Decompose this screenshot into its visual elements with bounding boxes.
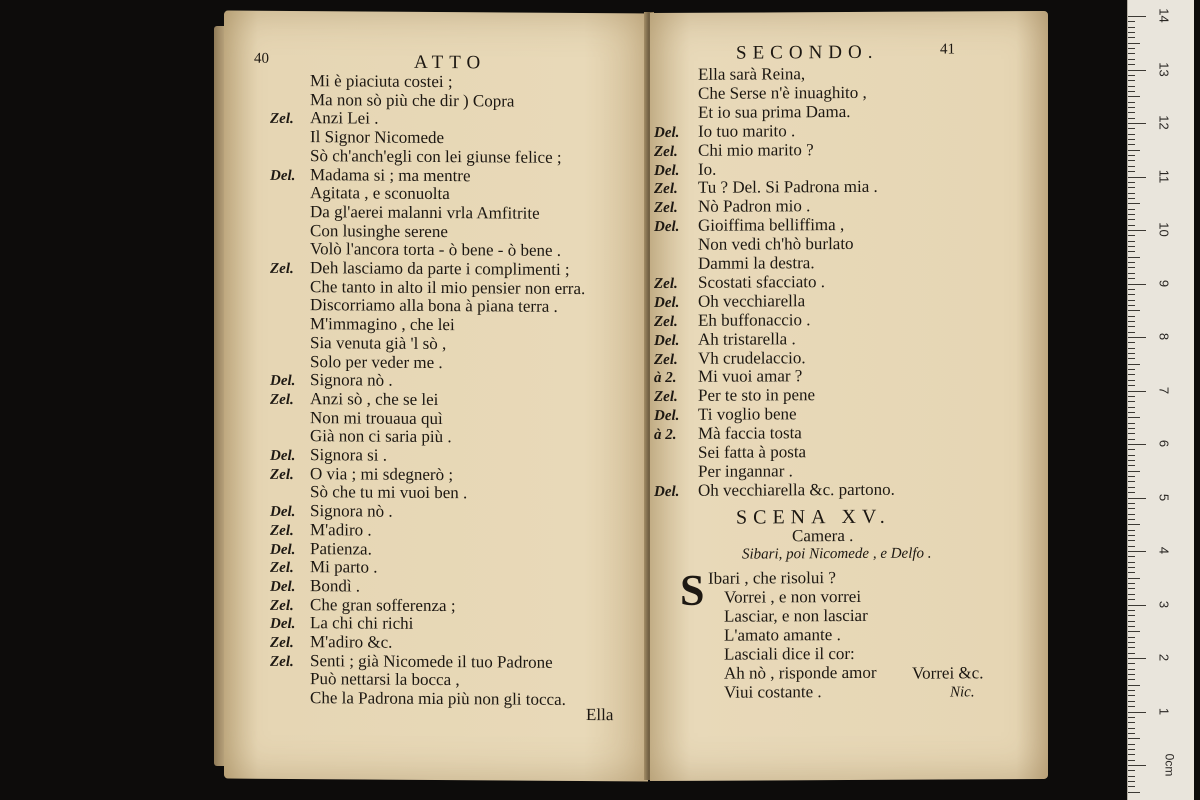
speaker-label: Del. [654, 124, 680, 141]
line-text: Sei fatta à posta [698, 442, 807, 462]
line-text: Che gran sofferenza ; [310, 594, 456, 615]
ruler-tick [1128, 535, 1135, 536]
line-text: M'adiro . [310, 519, 372, 540]
ruler-tick [1128, 193, 1135, 194]
speaker-label: Del. [270, 167, 296, 184]
line-text: Nò Padron mio . [698, 196, 811, 217]
text-line [270, 239, 561, 260]
line-text: Il Signor Nicomede [310, 127, 445, 148]
verse-line: Ibari , che risolui ? [708, 568, 836, 588]
speaker-label: Del. [654, 332, 680, 349]
ruler-tick [1128, 348, 1135, 349]
ruler-tick [1128, 203, 1140, 204]
ruler-tick [1128, 476, 1135, 477]
scene-characters: Sibari, poi Nicomede , e Delfo . [742, 545, 932, 563]
line-text: Ti voglio bene [698, 404, 797, 424]
ruler-tick [1128, 230, 1146, 231]
ruler-tick [1128, 685, 1140, 686]
ruler-tick [1128, 770, 1135, 771]
line-text: Oh vecchiarella [698, 291, 806, 311]
ruler-tick [1128, 241, 1135, 242]
ruler-tick [1128, 551, 1146, 552]
line-text: Io tuo marito . [698, 120, 796, 141]
line-text: Bondì . [310, 576, 361, 596]
line-text: Tu ? Del. Si Padrona mia . [698, 177, 878, 198]
line-text: Mà faccia tosta [698, 423, 802, 443]
ruler-tick [1128, 96, 1140, 97]
ruler-tick [1128, 310, 1140, 311]
verse-line: Lasciali dice il cor: [724, 643, 855, 664]
line-text: Patienza. [310, 538, 372, 559]
line-text: Signora si . [310, 445, 387, 465]
ruler-tick [1128, 540, 1135, 541]
ruler-number: 12 [1156, 115, 1172, 130]
ruler-tick [1128, 59, 1135, 60]
ruler-tick [1128, 198, 1135, 199]
verse-line: Lasciar, e non lasciar [724, 605, 868, 626]
speaker-label: Zel. [654, 143, 678, 160]
ruler-tick [1128, 246, 1135, 247]
text-line [270, 220, 448, 240]
verse-line: Viui costante . [724, 682, 822, 702]
ruler-tick [1128, 508, 1135, 509]
speaker-label: Del. [270, 503, 296, 521]
ruler-tick [1128, 118, 1135, 119]
ruler-tick [1128, 369, 1135, 370]
ruler-number: 4 [1156, 546, 1172, 555]
ruler-tick [1128, 674, 1135, 675]
ruler-tick [1128, 139, 1135, 140]
ruler-tick [1128, 155, 1135, 156]
line-text: Non mi trouaua quì [310, 407, 443, 428]
ruler-tick [1128, 781, 1135, 782]
ruler-number: 14 [1156, 8, 1172, 23]
ruler-tick [1128, 792, 1140, 793]
open-book [214, 12, 1052, 780]
speaker-label: Zel. [654, 200, 678, 217]
ruler-tick [1128, 744, 1135, 745]
speaker-label: Del. [270, 447, 296, 465]
line-text: Signora nò . [310, 370, 393, 390]
line-text: Per te sto in pene [698, 385, 816, 406]
ruler-tick [1128, 653, 1135, 654]
ruler-tick [1128, 385, 1135, 386]
text-line [270, 333, 446, 353]
speaker-label: Zel. [270, 260, 294, 278]
line-text: Che la Padrona mia più non gli tocca. [310, 688, 566, 710]
ruler-tick [1128, 487, 1135, 488]
ruler-tick [1128, 342, 1135, 343]
ruler-tick [1128, 257, 1140, 258]
ruler-tick [1128, 337, 1146, 338]
ruler-tick [1128, 112, 1135, 113]
ruler-tick [1128, 690, 1135, 691]
ruler-tick [1128, 637, 1135, 638]
right-page [650, 11, 1048, 781]
speaker-label: Zel. [654, 389, 678, 406]
ruler-number: 3 [1156, 600, 1172, 608]
line-text: Anzi sò , che se lei [310, 389, 439, 409]
running-head: ATTO [414, 51, 487, 74]
ruler-tick [1128, 498, 1146, 499]
ruler-number: 10 [1156, 222, 1172, 237]
ruler-tick [1128, 235, 1135, 236]
line-text: M'immagino , che lei [310, 314, 455, 335]
ruler-tick [1128, 717, 1135, 718]
ruler-tick [1128, 102, 1135, 103]
ruler-tick [1128, 663, 1135, 664]
ruler-number: 8 [1156, 332, 1172, 341]
line-text: Et io sua prima Dama. [698, 101, 851, 122]
ruler-tick [1128, 765, 1146, 766]
ruler-tick [1128, 722, 1135, 723]
ruler-tick [1128, 401, 1135, 402]
line-text: Solo per veder me . [310, 351, 443, 372]
ruler-tick [1128, 599, 1135, 600]
ruler-tick [1128, 594, 1135, 595]
speaker-label: Del. [654, 408, 680, 425]
ruler-tick [1128, 728, 1135, 729]
ruler-tick [1128, 433, 1135, 434]
ruler-tick [1128, 171, 1135, 172]
line-text: Chi mio marito ? [698, 139, 814, 160]
ruler-tick [1128, 524, 1140, 525]
line-text: Ma non sò più che dir ) Copra [310, 89, 515, 111]
ruler-tick [1128, 481, 1135, 482]
ruler-tick [1128, 669, 1135, 670]
drop-capital: S [680, 565, 705, 615]
line-text: Ella sarà Reina, [698, 64, 806, 84]
ruler-tick [1128, 407, 1135, 408]
ruler-tick [1128, 444, 1146, 445]
speaker-label: Del. [654, 162, 680, 179]
ruler-tick [1128, 150, 1140, 151]
ruler-tick [1128, 80, 1135, 81]
line-text: Mi è piaciuta costei ; [310, 71, 453, 92]
text-line [270, 71, 453, 91]
ruler-tick [1128, 144, 1135, 145]
scene-title: SCENA XV. [736, 505, 891, 529]
ruler-number: 7 [1156, 386, 1172, 394]
speaker-label: Zel. [270, 391, 294, 408]
ruler-tick [1128, 316, 1135, 317]
text-line [270, 295, 558, 316]
ruler-tick [1128, 273, 1135, 274]
ruler-tick [1128, 251, 1135, 252]
ruler-tick [1128, 449, 1135, 450]
ruler-tick [1128, 21, 1135, 22]
ruler-tick [1128, 166, 1135, 167]
line-text: Gioiffima belliffima , [698, 215, 845, 235]
ruler-tick [1128, 786, 1135, 787]
catchword: Ella [586, 705, 614, 725]
speaker-label: Zel. [654, 313, 678, 330]
text-line [270, 351, 443, 371]
ruler-tick [1128, 326, 1135, 327]
ruler-tick [1128, 658, 1146, 659]
line-text: Oh vecchiarella &c. partono. [698, 479, 895, 500]
ruler-tick [1128, 621, 1135, 622]
ruler-tick [1128, 289, 1135, 290]
ruler-tick [1128, 471, 1140, 472]
ruler-tick [1128, 546, 1135, 547]
ruler-tick [1128, 214, 1135, 215]
ruler-tick [1128, 225, 1135, 226]
line-text: Io. [698, 159, 717, 179]
speaker-label: Del. [654, 483, 680, 500]
ruler-tick [1128, 300, 1135, 301]
ruler-tick [1128, 305, 1135, 306]
ruler-tick [1128, 712, 1146, 713]
ruler-tick [1128, 733, 1135, 734]
verse-refrain: Vorrei &c. [912, 663, 984, 683]
ruler-tick [1128, 610, 1135, 611]
line-text: Con lusinghe serene [310, 220, 448, 241]
text-line [270, 127, 444, 147]
ruler-tick [1128, 182, 1135, 183]
speaker-label: Zel. [270, 466, 294, 483]
text-line [270, 688, 566, 709]
ruler-tick [1128, 53, 1135, 54]
text-line [654, 83, 867, 103]
speaker-label: Zel. [270, 653, 294, 670]
ruler-tick [1128, 43, 1140, 44]
line-text: La chi chi richi [310, 613, 414, 634]
ruler-tick [1128, 701, 1135, 702]
line-text: Signora nò . [310, 501, 393, 521]
ruler-tick [1128, 556, 1135, 557]
ruler-tick [1128, 428, 1135, 429]
ruler-tick [1128, 107, 1135, 108]
text-line [270, 669, 460, 689]
speaker-label: Zel. [654, 275, 678, 292]
ruler-tick [1128, 294, 1135, 295]
line-text: Sò che tu mi vuoi ben . [310, 482, 468, 503]
line-text: Agitata , e sconuolta [310, 183, 450, 204]
ruler-tick [1128, 284, 1146, 285]
ruler-tick [1128, 562, 1135, 563]
ruler-tick [1128, 492, 1135, 493]
page-number: 40 [254, 50, 269, 67]
speaker-label: Del. [270, 616, 296, 633]
line-text: Ah tristarella . [698, 328, 796, 349]
line-text: Dammi la destra. [698, 253, 815, 273]
text-line [654, 442, 806, 462]
text-line [654, 461, 793, 481]
ruler-tick [1128, 647, 1135, 648]
ruler-tick [1128, 583, 1135, 584]
ruler-tick [1128, 706, 1135, 707]
ruler-tick [1128, 642, 1135, 643]
ruler-tick [1128, 455, 1135, 456]
speaker-label: Zel. [270, 111, 294, 128]
ruler-tick [1128, 32, 1135, 33]
ruler-tick [1128, 332, 1135, 333]
ruler-tick [1128, 396, 1135, 397]
ruler-tick [1128, 578, 1140, 579]
line-text: Per ingannar . [698, 461, 793, 481]
ruler-tick [1128, 460, 1135, 461]
ruler-tick [1128, 353, 1135, 354]
line-text: Sia venuta già 'l sò , [310, 332, 447, 353]
verse-line: L'amato amante . [724, 625, 841, 645]
speaker-label: Zel. [270, 597, 294, 614]
ruler-tick [1128, 70, 1146, 71]
line-text: Mi parto . [310, 557, 378, 577]
ruler-tick [1128, 123, 1146, 124]
ruler-number: 9 [1156, 279, 1172, 287]
line-text: Non vedi ch'hò burlato [698, 234, 854, 254]
page-number: 41 [940, 41, 955, 58]
ruler-tick [1128, 374, 1135, 375]
ruler-tick [1128, 219, 1135, 220]
ruler-tick [1128, 503, 1135, 504]
left-page [224, 11, 648, 782]
ruler-tick [1128, 358, 1135, 359]
ruler-number: 6 [1156, 439, 1172, 448]
text-line [654, 253, 815, 273]
line-text: Da gl'aerei malanni vrla Amfitrite [310, 202, 540, 223]
line-text: Senti ; già Nicomede il tuo Padrone [310, 650, 553, 672]
speaker-label: Del. [270, 541, 296, 558]
ruler-tick [1128, 760, 1135, 761]
ruler-tick [1128, 605, 1146, 606]
line-text: Madama si ; ma mentre [310, 164, 471, 185]
ruler-tick [1128, 86, 1135, 87]
ruler-tick [1128, 519, 1135, 520]
measuring-ruler [1127, 0, 1194, 800]
ruler-tick [1128, 128, 1135, 129]
ruler-tick [1128, 364, 1140, 365]
line-text: Già non ci saria più . [310, 426, 452, 447]
line-text: Discorriamo alla bona à piana terra . [310, 295, 558, 317]
ruler-tick [1128, 514, 1135, 515]
text-line [270, 407, 443, 427]
ruler-number: 1 [1156, 707, 1172, 715]
line-text: Vh crudelaccio. [698, 347, 806, 368]
ruler-tick [1128, 16, 1146, 17]
speaker-label: à 2. [654, 370, 677, 387]
ruler-tick [1128, 465, 1135, 466]
speaker-label: Zel. [654, 181, 678, 198]
ruler-tick [1128, 776, 1135, 777]
ruler-tick [1128, 91, 1135, 92]
ruler-tick [1128, 48, 1135, 49]
ruler-tick [1128, 37, 1135, 38]
text-line [654, 234, 854, 254]
ruler-number: 5 [1156, 493, 1172, 501]
line-text: Che tanto in alto il mio pensier non erra. [310, 276, 586, 298]
text-line [270, 482, 467, 502]
speaker-label: Zel. [270, 560, 294, 577]
speaker-label: à 2. [654, 426, 677, 444]
line-text: Può nettarsi la bocca , [310, 669, 460, 690]
ruler-tick [1128, 749, 1135, 750]
ruler-number: 2 [1156, 653, 1172, 662]
ruler-tick [1128, 439, 1135, 440]
ruler-tick [1128, 187, 1135, 188]
ruler-tick [1128, 321, 1135, 322]
speaker-label: Del. [654, 294, 680, 311]
line-text: O via ; mi sdegnerò ; [310, 463, 454, 484]
ruler-tick [1128, 679, 1135, 680]
text-line [270, 314, 455, 334]
scene-place: Camera . [792, 525, 854, 546]
ruler-tick [1128, 267, 1135, 268]
text-line [654, 480, 895, 502]
text-line [654, 64, 805, 84]
verse-line: Ah nò , risponde amor [724, 662, 877, 683]
ruler-tick [1128, 572, 1135, 573]
text-line [270, 90, 514, 111]
ruler-tick [1128, 278, 1135, 279]
speaker-label: Del. [654, 219, 680, 236]
ruler-tick [1128, 177, 1146, 178]
line-text: Mi vuoi amar ? [698, 366, 803, 387]
ruler-tick [1128, 262, 1135, 263]
ruler-tick [1128, 738, 1140, 739]
text-line [654, 102, 851, 122]
ruler-tick [1128, 75, 1135, 76]
line-text: Sò ch'anch'egli con lei giunse felice ; [310, 145, 562, 167]
line-text: Deh lasciamo da parte i complimenti ; [310, 258, 570, 279]
line-text: M'adiro &c. [310, 632, 393, 652]
line-text: Anzi Lei . [310, 108, 379, 128]
ruler-number: 11 [1156, 169, 1172, 183]
ruler-tick [1128, 160, 1135, 161]
ruler-tick [1128, 417, 1140, 418]
ruler-tick [1128, 27, 1135, 28]
speaker-label: Zel. [654, 351, 678, 368]
text-line [654, 140, 814, 162]
ruler-unit: 0cm [1162, 753, 1177, 777]
ruler-tick [1128, 754, 1135, 755]
ruler-tick [1128, 615, 1135, 616]
text-line [270, 277, 585, 298]
speaker-label: Del. [270, 578, 296, 595]
ruler-tick [1128, 380, 1135, 381]
text-line [270, 426, 452, 446]
speaker-label: Zel. [270, 522, 294, 539]
ruler-tick [1128, 134, 1135, 135]
line-text: Che Serse n'è inuaghito , [698, 82, 867, 103]
ruler-tick [1128, 631, 1140, 632]
ruler-tick [1128, 626, 1135, 627]
verse-line: Vorrei , e non vorrei [724, 586, 862, 607]
text-line [270, 146, 562, 167]
text-line [270, 183, 450, 203]
line-text: Scostati sfacciato . [698, 272, 825, 292]
running-head: SECONDO. [736, 41, 879, 64]
ruler-tick [1128, 391, 1146, 392]
ruler-tick [1128, 567, 1135, 568]
speaker-label: Del. [270, 373, 296, 390]
catchword: Nic. [950, 684, 975, 701]
ruler-number: 13 [1156, 61, 1172, 77]
ruler-tick [1128, 530, 1135, 531]
ruler-tick [1128, 64, 1135, 65]
ruler-tick [1128, 209, 1135, 210]
ruler-tick [1128, 695, 1135, 696]
line-text: Eh buffonaccio . [698, 309, 811, 330]
line-text: Volò l'ancora torta - ò bene - ò bene . [310, 239, 562, 261]
text-line [270, 202, 540, 223]
ruler-tick [1128, 423, 1135, 424]
ruler-tick [1128, 412, 1135, 413]
ruler-tick [1128, 588, 1135, 589]
speaker-label: Zel. [270, 634, 294, 652]
